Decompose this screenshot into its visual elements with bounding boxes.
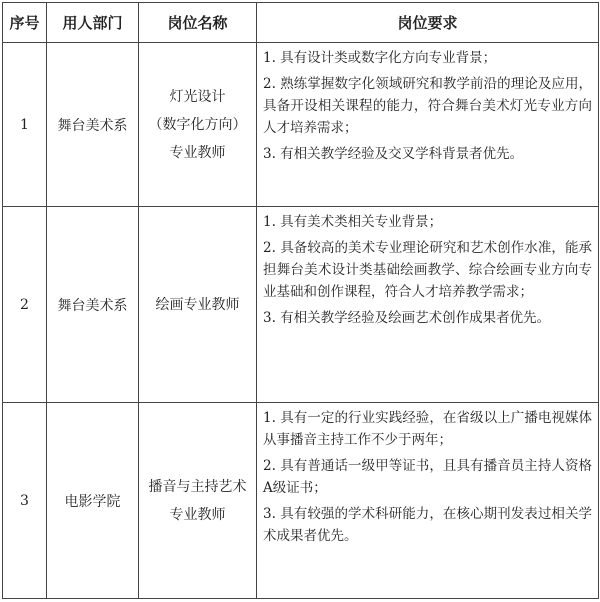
row-position	[139, 207, 257, 403]
row-requirements	[257, 207, 599, 403]
position-line: 绘画专业教师	[155, 296, 240, 313]
position-line: 专业教师	[169, 506, 226, 523]
row-dept: 电影学院	[47, 403, 139, 599]
requirement-item: 2. 具有普通话一级甲等证书，且具有播音员主持人资格A级证书；	[263, 458, 592, 496]
header-dept: 用人部门	[47, 3, 139, 43]
table-row	[3, 207, 599, 403]
row-dept: 舞台美术系	[47, 43, 139, 207]
position-line: 灯光设计	[169, 88, 226, 105]
row-position	[139, 403, 257, 599]
row-requirements	[257, 43, 599, 207]
position-line: 播音与主持艺术	[148, 478, 247, 495]
requirement-item: 1. 具有一定的行业实践经验，在省级以上广播电视媒体从事播音主持工作不少于两年；	[263, 410, 592, 448]
requirement-item: 1. 具有美术类相关专业背景；	[263, 214, 443, 230]
table-row	[3, 403, 599, 599]
requirement-item: 3. 有相关教学经验及绘画艺术创作成果者优先。	[263, 310, 551, 326]
requirement-item: 2. 具备较高的美术专业理论研究和艺术创作水准，能承担舞台美术设计类基础绘画教学、综合绘画专业方向专业基础和创作课程，符合人才培养教学需求；	[263, 240, 592, 300]
row-position	[139, 43, 257, 207]
requirement-item: 1. 具有设计类或数字化方向专业背景；	[263, 50, 497, 66]
row-no: 2	[3, 207, 47, 403]
position-line: 专业教师	[169, 144, 226, 161]
position-line: （数字化方向）	[148, 116, 247, 133]
row-no: 3	[3, 403, 47, 599]
job-requirements-table	[2, 2, 599, 599]
requirement-item: 3. 有相关教学经验及交叉学科背景者优先。	[263, 146, 524, 162]
requirement-item: 3. 具有较强的学术科研能力，在核心期刊发表过相关学术成果者优先。	[263, 506, 592, 544]
header-row	[3, 3, 599, 43]
header-requirements: 岗位要求	[257, 3, 599, 43]
requirement-item: 2. 熟练掌握数字化领域研究和教学前沿的理论及应用，具备开设相关课程的能力，符合舞台美术灯光专业方向人才培养需求；	[263, 76, 592, 136]
row-no: 1	[3, 43, 47, 207]
header-position: 岗位名称	[139, 3, 257, 43]
row-dept: 舞台美术系	[47, 207, 139, 403]
row-requirements	[257, 403, 599, 599]
table-row	[3, 43, 599, 207]
header-no: 序号	[3, 3, 47, 43]
